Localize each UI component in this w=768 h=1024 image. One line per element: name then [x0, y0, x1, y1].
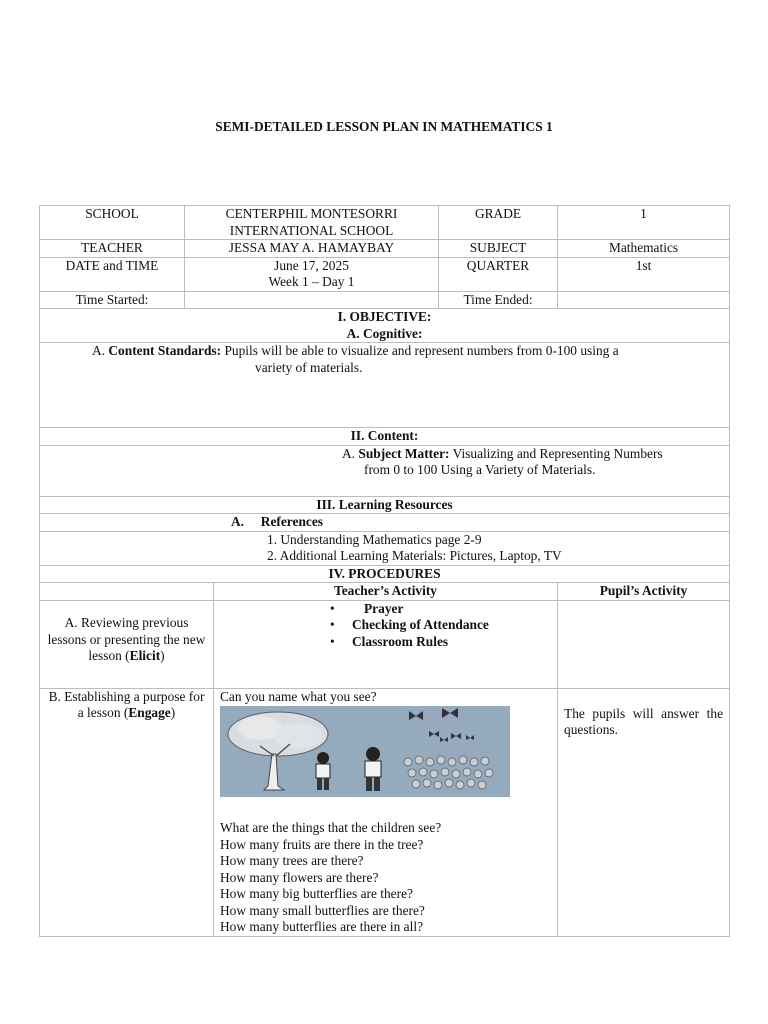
objective-heading: I. OBJECTIVE: — [337, 309, 432, 324]
subject-value: Mathematics — [558, 240, 730, 258]
datetime-label: DATE and TIME — [40, 257, 185, 291]
elicit-label: A. Reviewing previous lessons or presenting the new lesson (Elicit) — [40, 600, 214, 688]
row-procedures-heading — [40, 565, 730, 583]
time-ended-value — [558, 291, 730, 309]
time-started-value — [185, 291, 439, 309]
engage-question: How many trees are there? — [220, 853, 364, 868]
datetime-value — [185, 257, 439, 291]
list-item: • Checking of Attendance — [352, 617, 551, 634]
row-content-heading — [40, 428, 730, 446]
engage-question: How many flowers are there? — [220, 869, 379, 885]
row-content-standards — [40, 343, 730, 428]
week-value: Week 1 – Day 1 — [268, 274, 355, 289]
resources-heading: III. Learning Resources — [40, 496, 730, 514]
content-standards-label: Content Standards: — [108, 343, 222, 358]
row-time — [40, 291, 730, 309]
row-teacher — [40, 240, 730, 258]
grade-label: GRADE — [439, 206, 558, 240]
subject-matter-text: Visualizing and Representing Numbers — [449, 445, 663, 461]
engage-keyword: Engage — [128, 705, 171, 720]
row-references-heading — [40, 514, 730, 532]
list-item: • Prayer — [352, 601, 551, 618]
reference-2: 2. Additional Learning Materials: Pictures, Laptop, TV — [267, 548, 562, 563]
references-label: References — [260, 514, 323, 529]
cognitive-heading: A. Cognitive: — [346, 325, 423, 341]
time-ended-label: Time Ended: — [439, 291, 558, 309]
content-standards-text: Pupils will be able to visualize and represent numbers from 0-100 using a — [221, 343, 619, 358]
list-item: • Classroom Rules — [352, 634, 551, 651]
subject-matter-prefix: A. — [342, 445, 359, 461]
engage-question: How many big butterflies are there? — [220, 886, 413, 901]
teacher-activity-header: Teacher’s Activity — [214, 583, 558, 601]
engage-question: How many butterflies are there in all? — [220, 919, 424, 934]
content-heading: II. Content: — [40, 428, 730, 446]
lesson-plan-table — [39, 205, 730, 937]
row-school — [40, 206, 730, 240]
references-prefix: A. — [231, 514, 245, 529]
teacher-label: TEACHER — [40, 240, 185, 258]
teacher-value: JESSA MAY A. HAMAYBAY — [185, 240, 439, 258]
engage-prompt: Can you name what you see? — [220, 688, 377, 704]
row-objective-heading — [40, 309, 730, 343]
row-elicit — [40, 600, 730, 688]
subject-label: SUBJECT — [439, 240, 558, 258]
engage-label: B. Establishing a purpose for a lesson (Engage) — [40, 688, 214, 936]
date-value: June 17, 2025 — [274, 257, 349, 273]
time-started-label: Time Started: — [40, 291, 185, 309]
elicit-keyword: Elicit — [129, 648, 161, 664]
quarter-label: QUARTER — [439, 257, 558, 291]
children-tree-butterflies-picture — [220, 706, 510, 797]
quarter-value: 1st — [558, 257, 730, 291]
school-value: CENTERPHIL MONTESORRI INTERNATIONAL SCHOOL — [185, 206, 439, 240]
school-label: SCHOOL — [40, 206, 185, 240]
row-subject-matter — [40, 445, 730, 496]
engage-question: What are the things that the children see? — [220, 820, 442, 835]
engage-question: How many small butterflies are there? — [220, 902, 425, 918]
content-standards-prefix: A. — [92, 343, 109, 358]
content-standards-text-2: variety of materials. — [255, 359, 363, 375]
procedures-heading: IV. PROCEDURES — [40, 565, 730, 583]
row-resources-heading — [40, 496, 730, 514]
row-procedures-columns — [40, 583, 730, 601]
subject-matter-label: Subject Matter: — [358, 445, 450, 461]
pupil-activity-header: Pupil’s Activity — [558, 583, 730, 601]
grade-value: 1 — [558, 206, 730, 240]
subject-matter-text-2: from 0 to 100 Using a Variety of Materials. — [364, 462, 596, 477]
engage-pupil-activity: The pupils will answer the questions. — [564, 705, 724, 737]
row-references — [40, 531, 730, 565]
row-engage — [40, 688, 730, 936]
row-datetime — [40, 257, 730, 291]
engage-question: How many fruits are there in the tree? — [220, 836, 424, 852]
page-title: SEMI-DETAILED LESSON PLAN IN MATHEMATICS 1 — [215, 119, 553, 134]
elicit-list — [220, 601, 551, 651]
reference-1: 1. Understanding Mathematics page 2-9 — [267, 531, 482, 547]
